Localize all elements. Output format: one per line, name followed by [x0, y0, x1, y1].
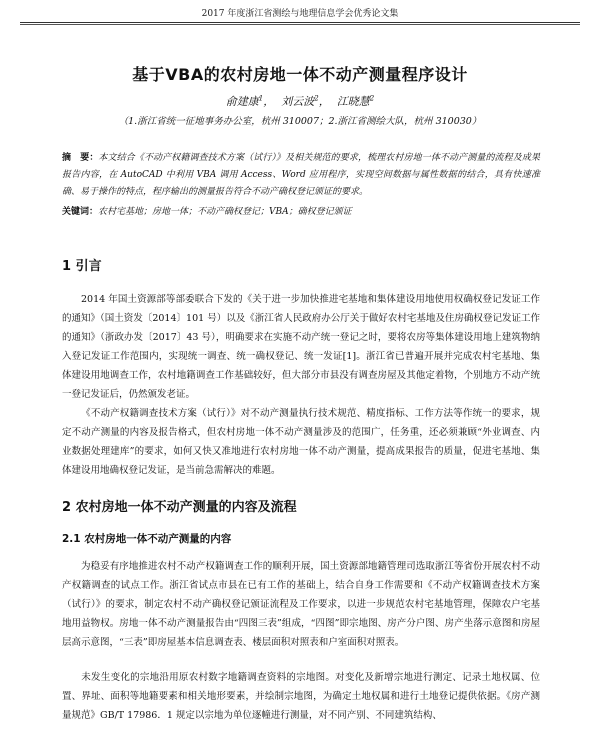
header-rule — [20, 22, 580, 23]
keywords-text: 农村宅基地；房地一体；不动产确权登记；VBA；确权登记颁证 — [98, 207, 352, 217]
affiliation: （1.浙江省统一征地事务办公室，杭州 310007；2.浙江省测绘大队，杭州 310030） — [118, 116, 482, 127]
paragraph — [62, 404, 540, 480]
paragraph-text: 未发生变化的宗地沿用原农村数字地籍调查资料的宗地图。对变化及新增宗地进行测定、记录土地权属、位置、界址、面积等地籍要素和相关地形要素，并绘制宗地图，为确定土地权属和进行土地登记提供依据。《房产测量规范》GB/T 17986．1 规定以宗地为单位逐幢进行测量，对不同产别、不同建筑结构、 — [62, 672, 540, 721]
keywords — [62, 204, 540, 221]
paragraph-text: 2014 年国土资源部等部委联合下发的《关于进一步加快推进宅基地和集体建设用地使用权确权登记发证工作的通知》（国土资发〔2014〕101 号）以及《浙江省人民政府办公厅关于做好农村宅基地及住房确权登记发证工作的通知》（浙政办发〔2017〕43 号），明确要求在实施不动产统一登记之时，要将农房等集体建设用地上建筑物纳入登记发证工作范围内，实现统一调查、统一确权登记、统一发证[1]。浙江省已普遍开展并完成农村宅基地、集体建设用地调查工作，农村地籍调查工作基础较好，但大部分市县没有调查房屋及其他定着物，个别地方不动产统一登记发证后，仍然颁发老证。 — [62, 294, 540, 400]
paragraph — [62, 668, 540, 725]
author-name: 刘云波 — [281, 95, 315, 108]
author-affiliation-mark: 2 — [314, 94, 319, 103]
author-line: 俞建康$^1$， 刘云波$^2$， 江晓慧$^2$ — [225, 94, 375, 108]
author-name: 俞建康 — [225, 95, 259, 108]
running-header: 2017 年度浙江省测绘与地理信息学会优秀论文集 — [201, 9, 399, 19]
keywords-label: 关键词： — [62, 207, 99, 217]
paragraph-text: 为稳妥有序地推进农村不动产权籍调查工作的顺利开展，国土资源部地籍管理司选取浙江等省份开展农村不动产权籍调查的试点工作。浙江省试点市县在已有工作的基础上，结合自身工作需要和《不动产权籍调查技术方案（试行）》的要求，制定农村不动产确权登记颁证流程及工作要求，以进一步规范农村宅基地管理，保障农户宅基地用益物权。房地一体不动产测量报告由“四图三表”组成，“四图”即宗地图、房产分户图、房产坐落示意图和房屋层高示意图，“三表”即房屋基本信息调查表、楼层面积对照表和户室面积对照表。 — [62, 561, 540, 648]
section-heading: 1 引言 — [62, 259, 102, 274]
subsection-heading: 2.1 农村房地一体不动产测量的内容 — [62, 533, 232, 545]
paragraph — [62, 557, 540, 652]
abstract — [62, 150, 540, 201]
abstract-label: 摘 要： — [62, 153, 99, 163]
abstract-text: 本文结合《不动产权籍调查技术方案（试行）》及相关规范的要求，梳理农村房地一体不动产测量的流程及成果报告内容，在 AutoCAD 中利用 VBA 调用 Access、Word 应用程序，实现空间数据与属性数据的结合，具有快速准确、易于操作的特点，程序输出的测量报告符合不动产确权登记颁证的要求。 — [62, 153, 540, 197]
paragraph-text: 《不动产权籍调查技术方案（试行）》对不动产测量执行技术规范、精度指标、工作方法等作统一的要求，规定不动产测量的内容及报告格式，但农村房地一体不动产测量涉及的范围广，任务重，还必须兼顾“外业调查、内业数据处理建库”的要求，如何又快又准地进行农村房地一体不动产测量，提高成果报告的质量，促进宅基地、集体建设用地确权登记发证，是当前急需解决的难题。 — [62, 408, 540, 476]
paper-title: 基于VBA的农村房地一体不动产测量程序设计 — [132, 65, 468, 84]
author-affiliation-mark: 1 — [258, 94, 264, 103]
paragraph — [62, 290, 540, 404]
author-affiliation-mark: 2 — [369, 94, 375, 103]
section-heading: 2 农村房地一体不动产测量的内容及流程 — [62, 500, 297, 515]
header-rule-thin — [20, 24, 580, 25]
author-name: 江晓慧 — [336, 95, 370, 108]
